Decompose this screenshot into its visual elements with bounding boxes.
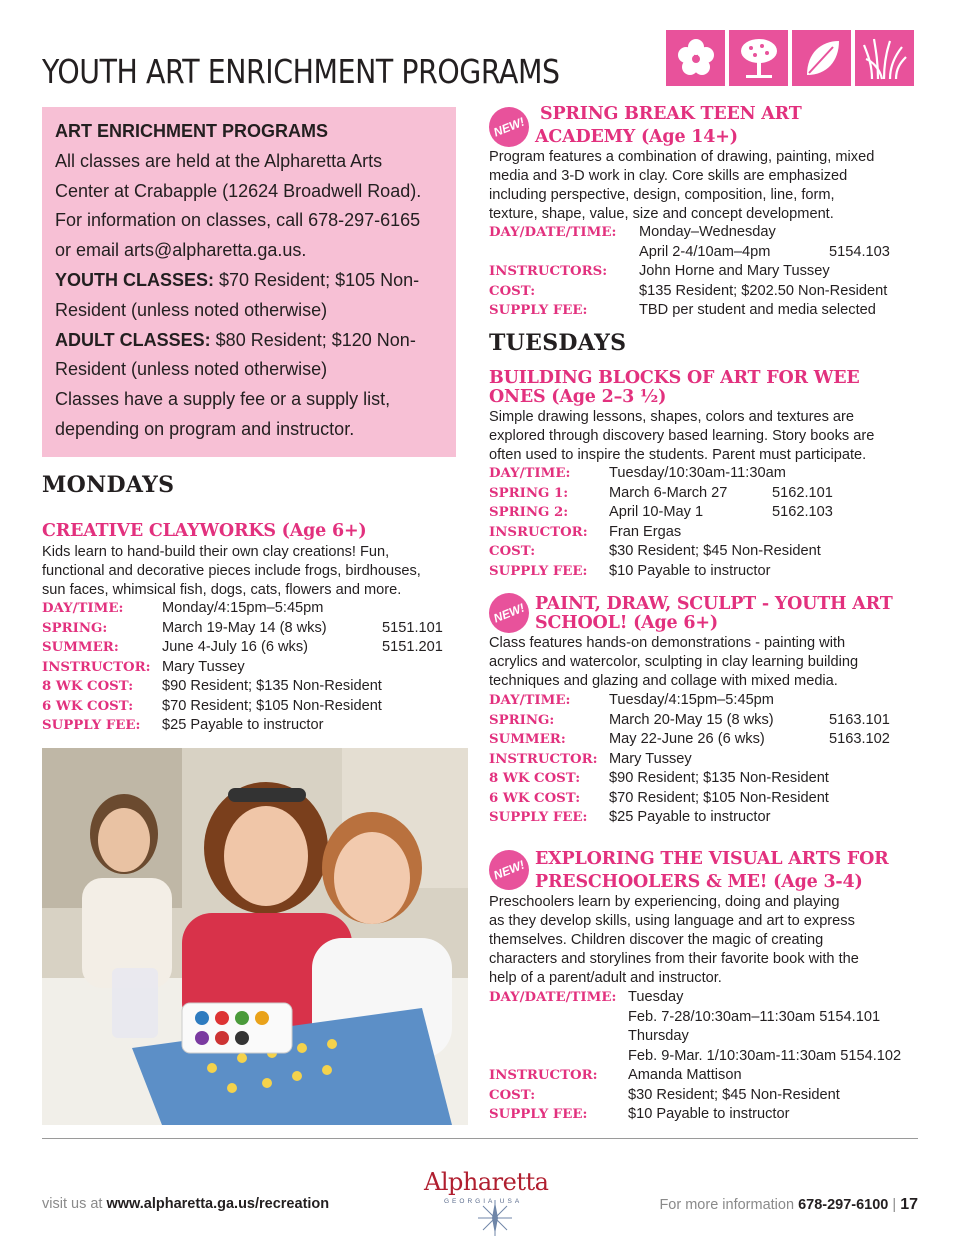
detail-label: DAY/TIME:: [489, 466, 571, 481]
detail-value: $10 Payable to instructor: [609, 562, 771, 579]
new-badge: [483, 587, 535, 639]
detail-row: [489, 1047, 919, 1067]
detail-row: [489, 1066, 919, 1086]
course-code: 5163.101: [829, 711, 890, 728]
desc-line: characters and storylines from their favorite book with the: [489, 951, 859, 967]
desc-line: help of a parent/adult and instructor.: [489, 970, 722, 986]
detail-label: SPRING 2:: [489, 505, 569, 520]
paint-details: [489, 691, 919, 828]
blocks-title: BUILDING BLOCKS OF ART FOR WEE: [489, 368, 860, 388]
desc-line: Program features a combination of drawing, painting, mixed: [489, 149, 875, 165]
adult-classes-text: $80 Resident; $120 Non-: [210, 329, 416, 350]
desc-line: explored through discovery based learning. Story books are: [489, 428, 875, 444]
desc-line: Preschoolers learn by experiencing, doing and playing: [489, 894, 840, 910]
detail-value: May 22-June 26 (6 wks): [609, 731, 765, 747]
detail-value: Tuesday: [628, 989, 684, 1005]
detail-label: 8 WK COST:: [42, 679, 134, 694]
detail-row: [42, 599, 456, 619]
detail-label: SUPPLY FEE:: [489, 1107, 588, 1122]
new-badge-text: NEW!: [491, 600, 527, 626]
info-line: Resident (unless noted otherwise): [55, 359, 328, 380]
adult-classes-label: ADULT CLASSES:: [55, 329, 211, 350]
course-code: 5154.103: [829, 243, 890, 260]
footer-more-info-text: For more information: [659, 1197, 799, 1213]
detail-label: SUMMER:: [489, 732, 566, 747]
new-badge-text: NEW!: [491, 857, 527, 883]
detail-label: SUMMER:: [42, 640, 119, 655]
blocks-details: [489, 464, 919, 581]
detail-value: Feb. 7-28/10:30am–11:30am 5154.101: [628, 1008, 881, 1025]
detail-value: $25 Payable to instructor: [609, 809, 771, 825]
kids-art-photo: [42, 748, 468, 1125]
detail-value: $30 Resident; $45 Non-Resident: [628, 1086, 840, 1103]
footer-visit-text: visit us at: [42, 1196, 107, 1212]
footer-visit: [42, 1196, 329, 1212]
info-line: All classes are held at the Alpharetta Arts: [55, 150, 383, 171]
paint-title-line2: SCHOOL! (Age 6+): [535, 613, 718, 633]
detail-label: SUPPLY FEE:: [489, 563, 588, 579]
adult-classes: [55, 326, 442, 356]
detail-label: COST:: [489, 1087, 536, 1103]
alpharetta-logo: [420, 1160, 549, 1236]
desc-line: Simple drawing lessons, shapes, colors and textures are: [489, 409, 855, 425]
info-heading: ART ENRICHMENT PROGRAMS: [55, 121, 328, 141]
detail-row: [489, 503, 919, 523]
desc-line: themselves. Children discover the magic of creating: [489, 932, 824, 948]
detail-label: INSTRUCTOR:: [489, 1068, 598, 1083]
detail-value: March 6-March 27: [609, 484, 728, 501]
desc-line: as they develop skills, using language and art to express: [489, 913, 855, 929]
new-badge: [483, 844, 535, 896]
detail-label: DAY/TIME:: [489, 693, 571, 708]
mondays-heading: MONDAYS: [42, 472, 175, 498]
desc-line: functional and decorative pieces include frogs, birdhouses,: [42, 563, 421, 579]
spring-break-title: SPRING BREAK TEEN ART: [540, 104, 802, 124]
detail-value: John Horne and Mary Tussey: [639, 263, 830, 279]
detail-label: INSTRUCTOR:: [489, 751, 598, 767]
course-code: 5163.102: [829, 731, 890, 747]
detail-label: 8 WK COST:: [489, 771, 581, 786]
detail-row: [42, 677, 456, 697]
detail-value: $90 Resident; $135 Non-Resident: [162, 678, 382, 694]
footer-more-info: [659, 1196, 918, 1214]
detail-row: [489, 1086, 919, 1106]
detail-row: [42, 697, 456, 717]
detail-label: SUPPLY FEE:: [489, 303, 588, 318]
info-line: Center at Crabapple (12624 Broadwell Road).: [55, 180, 422, 201]
course-code: 5151.101: [382, 619, 443, 636]
course-code: 5162.103: [772, 504, 833, 520]
detail-label: INSTRUCTOR:: [42, 659, 151, 675]
detail-value: Thursday: [628, 1028, 689, 1044]
new-badge: [483, 101, 535, 153]
spring-break-description: [489, 148, 874, 224]
detail-row: [489, 523, 919, 543]
detail-row: [42, 638, 456, 658]
header-icon-tiles: [666, 30, 914, 86]
detail-row: [489, 243, 919, 263]
detail-row: [42, 658, 456, 678]
desc-line: acrylics and watercolor, sculpting in clay learning building: [489, 654, 859, 670]
tree-icon: [729, 30, 788, 86]
detail-row: [489, 730, 919, 750]
detail-value: March 19-May 14 (8 wks): [162, 619, 327, 636]
info-line: Classes have a supply fee or a supply list,: [55, 389, 391, 410]
detail-row: [489, 750, 919, 770]
logo-subtext: GEORGIA USA: [444, 1198, 523, 1205]
desc-line: techniques and glazing and collage with mixed media.: [489, 673, 838, 689]
leaf-icon: [792, 30, 851, 86]
detail-value: April 10-May 1: [609, 504, 704, 520]
info-line: depending on program and instructor.: [55, 418, 355, 439]
info-line: For information on classes, call 678-297-6165: [55, 210, 421, 231]
detail-value: $70 Resident; $105 Non-Resident: [609, 789, 829, 806]
detail-row: [489, 484, 919, 504]
detail-value: $90 Resident; $135 Non-Resident: [609, 770, 829, 786]
footer-separator: |: [888, 1197, 901, 1213]
detail-label: COST:: [489, 283, 536, 299]
logo-text: Alpharetta: [424, 1168, 549, 1196]
detail-value: Feb. 9-Mar. 1/10:30am-11:30am 5154.102: [628, 1047, 902, 1064]
detail-row: [489, 223, 919, 243]
detail-value: Tuesday/4:15pm–5:45pm: [609, 692, 774, 708]
desc-line: including perspective, design, composition, line, form,: [489, 187, 835, 203]
info-line: Resident (unless noted otherwise): [55, 299, 328, 320]
youth-classes: [55, 266, 442, 296]
detail-label: 6 WK COST:: [42, 698, 134, 714]
detail-value: $25 Payable to instructor: [162, 717, 324, 733]
detail-label: DAY/TIME:: [42, 601, 124, 616]
detail-label: 6 WK COST:: [489, 790, 581, 806]
paint-description: [489, 634, 858, 691]
detail-value: Fran Ergas: [609, 523, 682, 540]
footer-divider: [42, 1138, 918, 1139]
detail-row: [489, 769, 919, 789]
detail-row: [489, 542, 919, 562]
desc-line: Kids learn to hand-build their own clay creations! Fun,: [42, 544, 390, 560]
youth-classes-label: YOUTH CLASSES:: [55, 269, 215, 290]
detail-value: Mary Tussey: [609, 750, 692, 767]
detail-value: June 4-July 16 (6 wks): [162, 639, 308, 655]
paint-title: PAINT, DRAW, SCULPT - YOUTH ART: [535, 594, 893, 614]
detail-value: Amanda Mattison: [628, 1067, 742, 1083]
detail-row: [489, 1027, 919, 1047]
page-number: 17: [900, 1196, 918, 1213]
claywork-description: [42, 543, 421, 600]
desc-line: media and 3-D work in clay. Core skills are emphasized: [489, 168, 848, 184]
detail-label: SPRING:: [42, 620, 108, 636]
detail-value: $10 Payable to instructor: [628, 1106, 790, 1122]
detail-value: Monday/4:15pm–5:45pm: [162, 600, 324, 616]
detail-row: [489, 262, 919, 282]
detail-row: [489, 301, 919, 321]
detail-value: $70 Resident; $105 Non-Resident: [162, 697, 382, 714]
desc-line: Class features hands-on demonstrations - painting with: [489, 635, 846, 651]
explore-details: [489, 988, 919, 1125]
desc-line: sun faces, whimsical fish, dogs, cats, flowers and more.: [42, 582, 402, 598]
detail-label: INSTRUCTORS:: [489, 264, 608, 279]
info-line: or email arts@alpharetta.ga.us.: [55, 240, 307, 261]
detail-label: COST:: [489, 544, 536, 559]
flower-icon: [666, 30, 725, 86]
desc-line: texture, shape, value, size and concept development.: [489, 206, 834, 222]
detail-row: [489, 988, 919, 1008]
course-code: 5162.101: [772, 484, 833, 501]
detail-row: [489, 711, 919, 731]
detail-row: [489, 789, 919, 809]
detail-value: TBD per student and media selected: [639, 302, 876, 318]
detail-row: [42, 619, 456, 639]
detail-label: DAY/DATE/TIME:: [489, 990, 617, 1005]
detail-value: Tuesday/10:30am-11:30am: [609, 465, 786, 481]
detail-row: [489, 562, 919, 582]
footer-phone: 678-297-6100: [798, 1197, 889, 1213]
blocks-description: [489, 408, 874, 465]
claywork-details: [42, 599, 456, 736]
detail-row: [42, 716, 456, 736]
detail-value: Mary Tussey: [162, 658, 245, 675]
page-title: YOUTH ART ENRICHMENT PROGRAMS: [42, 52, 560, 91]
detail-row: [489, 282, 919, 302]
detail-value: March 20-May 15 (8 wks): [609, 711, 774, 728]
detail-row: [489, 691, 919, 711]
detail-row: [489, 464, 919, 484]
detail-label: DAY/DATE/TIME:: [489, 225, 617, 240]
detail-value: April 2-4/10am–4pm: [639, 243, 771, 260]
detail-value: Monday–Wednesday: [639, 224, 776, 240]
spring-break-details: [489, 223, 919, 321]
explore-title-line2: PRESCHOOLERS & ME! (Age 3-4): [535, 872, 863, 892]
desc-line: often used to inspire the students. Parent must participate.: [489, 447, 867, 463]
explore-description: [489, 893, 859, 988]
youth-classes-text: $70 Resident; $105 Non-: [214, 269, 420, 290]
new-badge-text: NEW!: [491, 114, 527, 140]
spring-break-title-line2: ACADEMY (Age 14+): [535, 127, 738, 147]
detail-row: [489, 1105, 919, 1125]
blocks-title-line2: ONES (Age 2–3 ½): [489, 387, 667, 407]
course-code: 5151.201: [382, 639, 443, 655]
detail-label: SUPPLY FEE:: [489, 810, 588, 825]
grass-icon: [855, 30, 914, 86]
tuesdays-heading: TUESDAYS: [489, 330, 627, 356]
detail-label: SPRING:: [489, 712, 555, 728]
detail-label: SUPPLY FEE:: [42, 718, 141, 733]
detail-label: SPRING 1:: [489, 485, 569, 501]
detail-row: [489, 1008, 919, 1028]
detail-label: INSRUCTOR:: [489, 524, 588, 540]
explore-title: EXPLORING THE VISUAL ARTS FOR: [535, 849, 889, 869]
footer-url-link[interactable]: www.alpharetta.ga.us/recreation: [106, 1196, 330, 1212]
detail-value: $135 Resident; $202.50 Non-Resident: [639, 282, 888, 299]
claywork-title: CREATIVE CLAYWORKS (Age 6+): [42, 521, 367, 541]
detail-row: [489, 808, 919, 828]
info-box: [42, 107, 456, 457]
detail-value: $30 Resident; $45 Non-Resident: [609, 543, 821, 559]
